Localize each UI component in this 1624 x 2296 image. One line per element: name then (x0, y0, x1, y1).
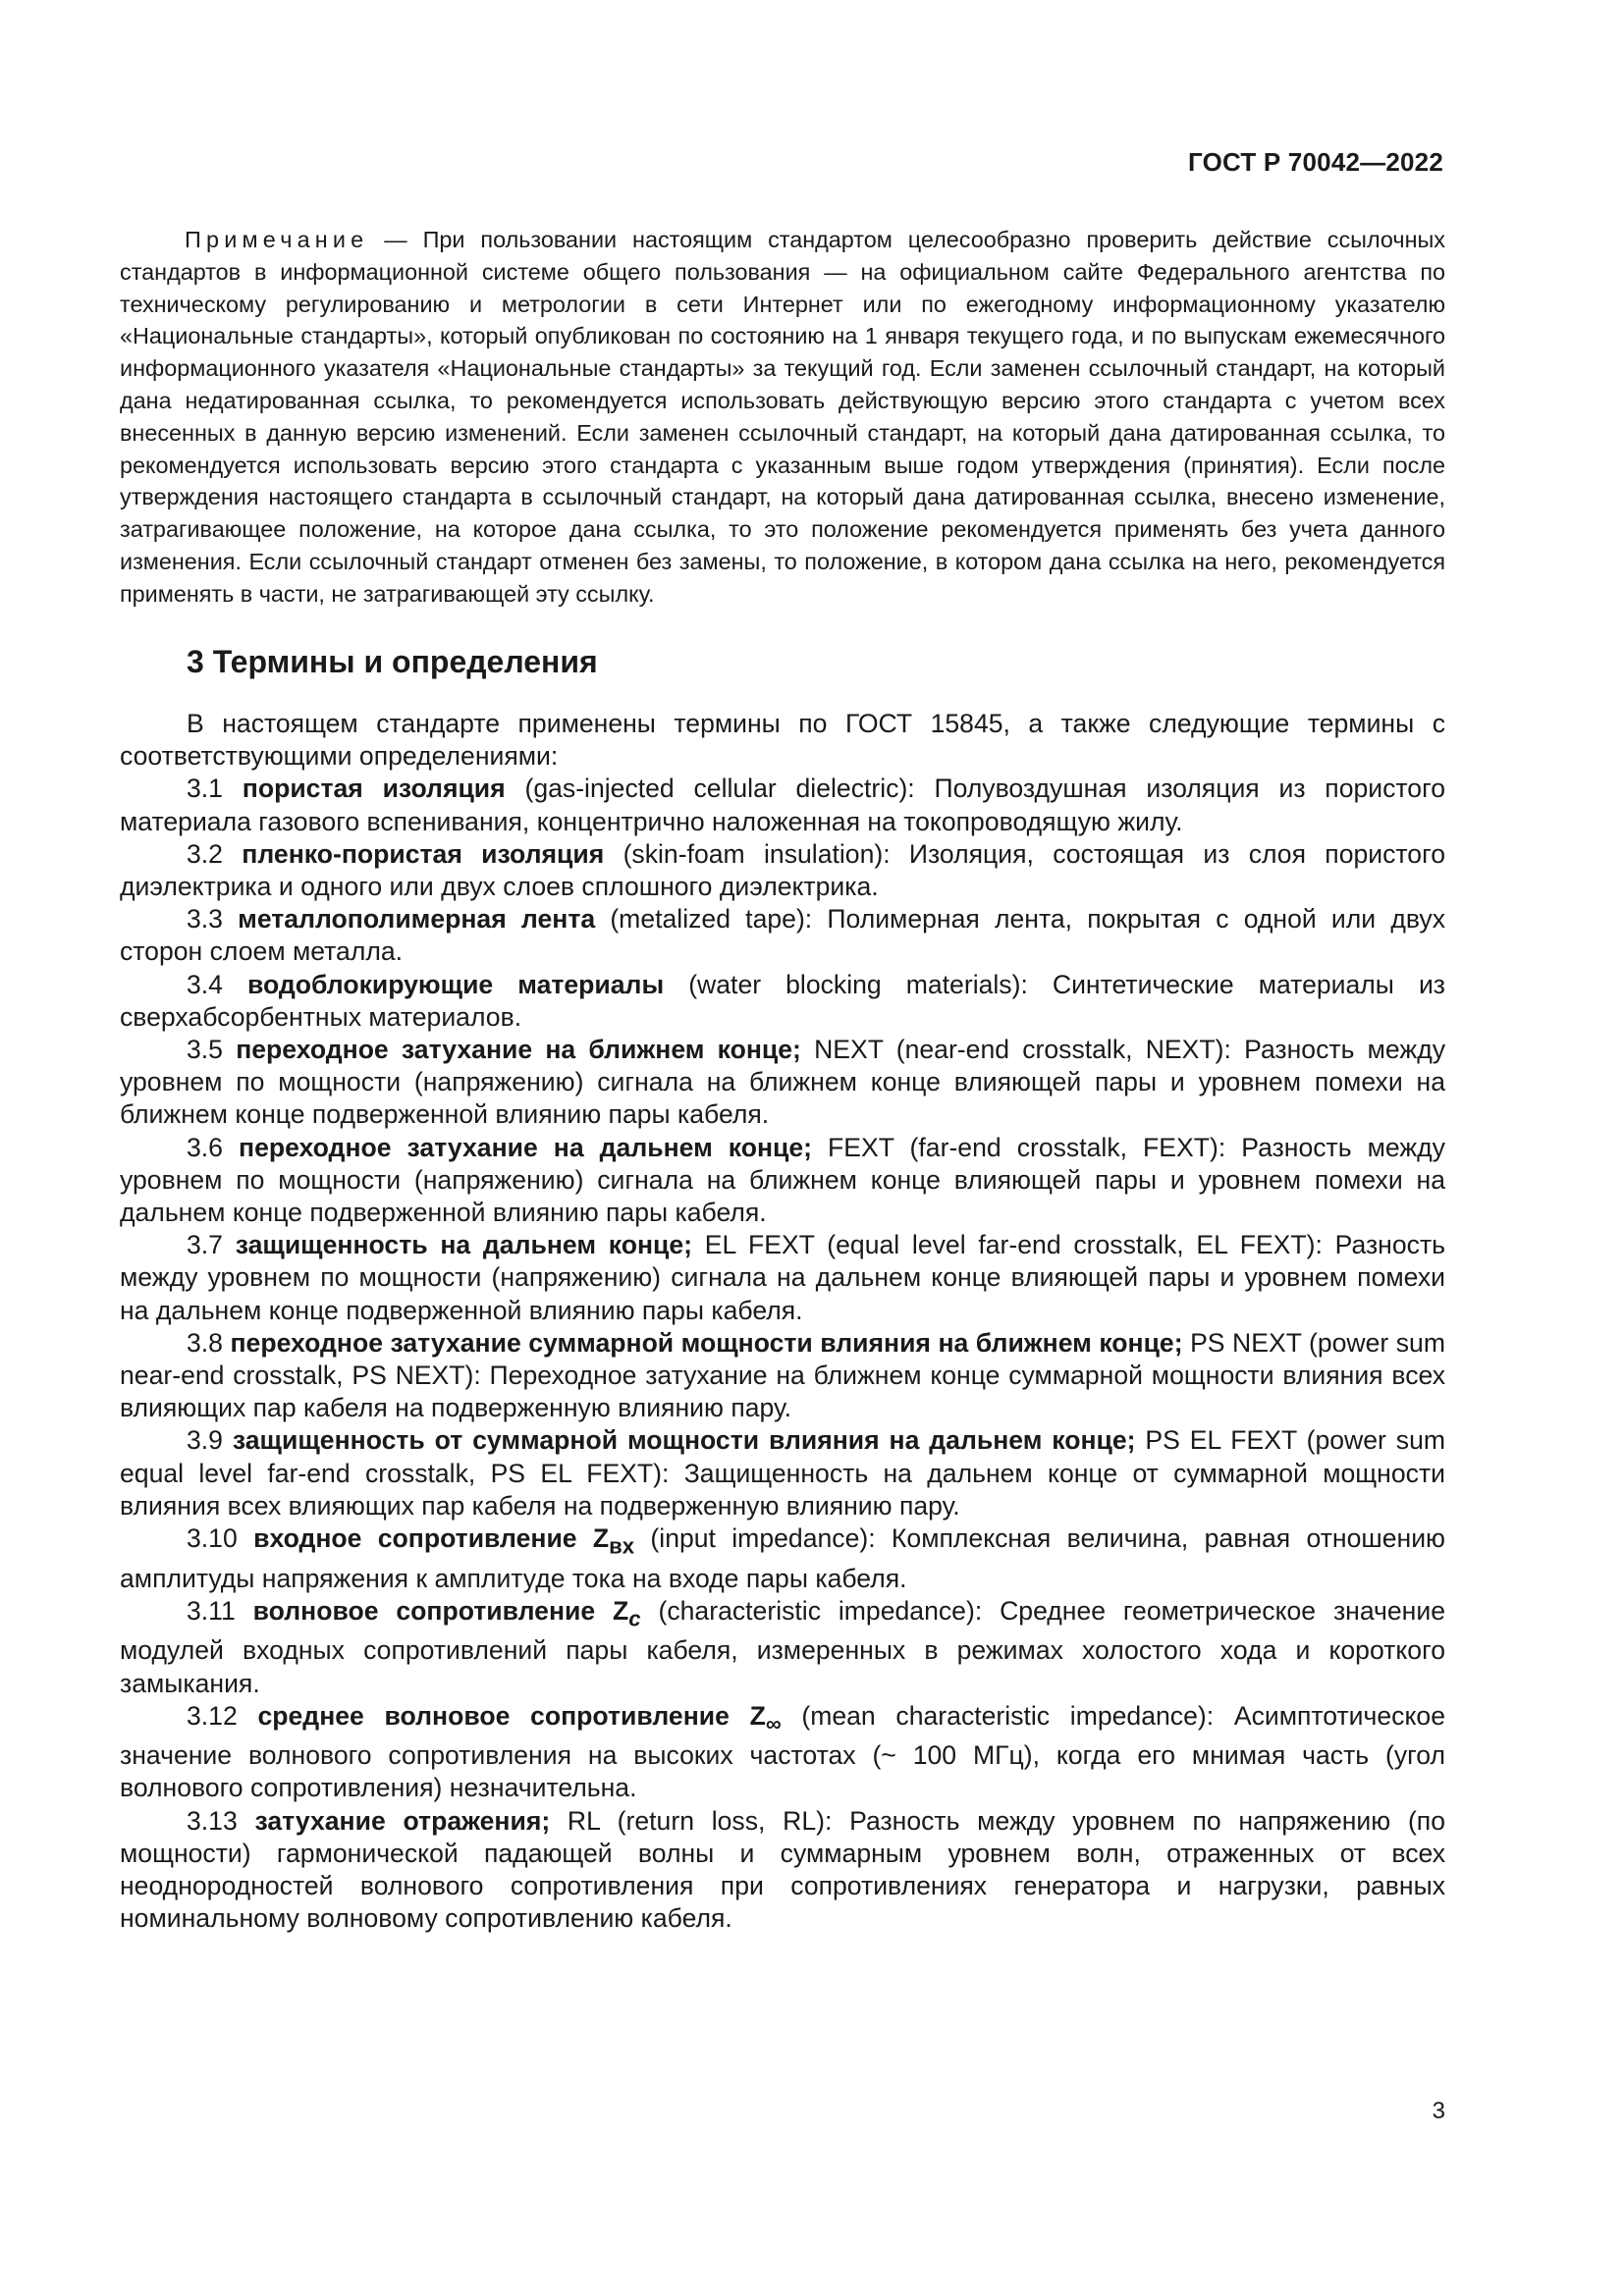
term-number: 3.4 (187, 969, 223, 999)
term-name: переходное затухание на ближнем конце; (236, 1035, 801, 1065)
term-definition: (water blocking materials): Синтетические материалы из сверхабсорбентных материалов. (120, 969, 1445, 1032)
term-subscript: c (628, 1606, 641, 1631)
term-name: переходное затухание на дальнем конце; (239, 1132, 813, 1162)
term-number: 3.10 (187, 1523, 238, 1554)
term-name (257, 1700, 782, 1736)
term-number: 3.6 (187, 1132, 223, 1162)
term-definition: FEXT (far-end crosstalk, FEXT): Разность между уровнем по мощности (напряжению) сигнала на ближнем конце влияющей пары и уровнем помехи на дальнем конце подверженной влиянию пары кабеля. (120, 1132, 1445, 1228)
term-name: затухание отражения; (254, 1805, 551, 1836)
term-3-11 (120, 1595, 1445, 1700)
term-number: 3.13 (187, 1805, 238, 1836)
term-name: защищенность на дальнем конце; (235, 1230, 693, 1260)
term-3-2 (120, 838, 1445, 903)
term-number: 3.7 (187, 1230, 223, 1260)
section-title: 3 Термины и определения (187, 644, 598, 679)
term-subscript: ∞ (765, 1711, 782, 1736)
term-name: металлополимерная лента (238, 904, 596, 934)
term-definition: (gas-injected cellular dielectric): Полувоздушная изоляция из пористого материала газового вспенивания, концентрично наложенная на токопроводящую жилу. (120, 774, 1446, 836)
term-definition: RL (return loss, RL): Разность между уровнем по напряжению (по мощности) гармонической падающей волны и суммарным уровнем волн, отраженных от всех неоднородностей волнового сопротивления при сопротивлениях генератора и нагрузки, равных номинальному волновому сопротивлению кабеля. (120, 1805, 1445, 1934)
term-name: защищенность от суммарной мощности влияния на дальнем конце; (232, 1425, 1136, 1456)
term-number: 3.9 (187, 1425, 223, 1456)
term-3-10 (120, 1522, 1445, 1595)
term-3-13 (120, 1805, 1445, 1936)
term-definition: PS EL FEXT (power sum equal level far-end crosstalk, PS EL FEXT): Защищенность на дальнем конце от суммарной мощности влияния всех влияющих пар кабеля на подверженную влиянию пару. (120, 1425, 1446, 1521)
term-definition: PS NEXT (power sum near-end crosstalk, PS NEXT): Переходное затухание на ближнем конце суммарной мощности влияния всех влияющих пар кабеля на подверженную влиянию пару. (120, 1327, 1445, 1423)
terms-list (120, 708, 1445, 1935)
term-3-1 (120, 773, 1445, 837)
term-number: 3.11 (187, 1595, 236, 1626)
note-text: — При пользовании настоящим стандартом целесообразно проверить действие ссылочных стандартов в информационной системе общего пользования — на официальном сайте Федерального агентства по техническому регулированию и метрологии в сети Интернет или по ежегодному информационному указателю «Национальные стандарты», который опубликован по состоянию на 1 января текущего года, и по выпускам ежемесячного информационного указателя «Национальные стандарты» за текущий год. Если заменен ссылочный стандарт, на который дана недатированная ссылка, то рекомендуется использовать действующую версию этого стандарта с учетом всех внесенных в данную версию изменений. Если заменен ссылочный стандарт, на который дана датированная ссылка, то рекомендуется использовать версию этого стандарта с указанным выше годом утверждения (принятия). Если после утверждения настоящего стандарта в ссылочный стандарт, на который дана датированная ссылка, внесено изменение, затрагивающее положение, на которое дана ссылка, то это положение рекомендуется применять без учета данного изменения. Если ссылочный стандарт отменен без замены, то положение, в котором дана ссылка на него, рекомендуется применять в части, не затрагивающей эту ссылку. (120, 227, 1445, 607)
term-definition: (input impedance): Комплексная величина, равная отношению амплитуды напряжения к амплитуде тока на входе пары кабеля. (120, 1523, 1446, 1593)
term-name-text: входное сопротивление Z (253, 1523, 610, 1554)
term-number: 3.12 (187, 1700, 238, 1731)
term-definition: EL FEXT (equal level far-end crosstalk, EL FEXT): Разность между уровнем по мощности (напряжению) сигнала на дальнем конце влияющей пары и уровнем помехи на дальнем конце подверженной влиянию пары кабеля. (120, 1230, 1445, 1325)
term-number: 3.2 (187, 838, 223, 869)
term-name: переходное затухание суммарной мощности влияния на ближнем конце; (230, 1327, 1183, 1358)
term-name: пленко-пористая изоляция (242, 838, 605, 869)
term-3-7 (120, 1229, 1445, 1327)
term-name-text: среднее волновое сопротивление Z (257, 1700, 766, 1731)
term-name-text: волновое сопротивление Z (252, 1595, 629, 1626)
term-3-9 (120, 1424, 1445, 1522)
term-definition: (skin-foam insulation): Изоляция, состоящая из слоя пористого диэлектрика и одного или двух слоев сплошного диэлектрика. (120, 838, 1446, 902)
section-intro: В настоящем стандарте применены термины по ГОСТ 15845, а также следующие термины с соответствующими определениями: (120, 709, 1445, 772)
term-subscript: вх (609, 1533, 635, 1559)
term-name (252, 1595, 641, 1631)
note-paragraph (120, 224, 1445, 611)
term-definition: NEXT (near-end crosstalk, NEXT): Разность между уровнем по мощности (напряжению) сигнала на ближнем конце влияющей пары и уровнем помехи на ближнем конце подверженной влиянию пары кабеля. (120, 1035, 1446, 1130)
term-name: водоблокирующие материалы (247, 969, 665, 999)
term-number: 3.3 (187, 904, 223, 934)
note-label: Примечание (185, 227, 369, 252)
term-3-12 (120, 1700, 1445, 1805)
document-id-header: ГОСТ Р 70042—2022 (1188, 147, 1443, 177)
term-3-5 (120, 1034, 1445, 1132)
term-3-4 (120, 969, 1445, 1034)
term-number: 3.8 (187, 1327, 223, 1358)
term-definition: (characteristic impedance): Среднее геометрическое значение модулей входных сопротивлений пары кабеля, измеренных в режимах холостого хода и короткого замыкания. (120, 1595, 1446, 1698)
term-definition: (metalized tape): Полимерная лента, покрытая с одной или двух сторон слоем металла. (120, 904, 1445, 967)
term-name: пористая изоляция (242, 774, 506, 804)
term-3-6 (120, 1132, 1445, 1230)
page-number: 3 (1432, 2098, 1445, 2124)
term-3-8 (120, 1327, 1445, 1425)
term-number: 3.1 (187, 774, 223, 804)
term-3-3 (120, 903, 1445, 968)
term-number: 3.5 (187, 1035, 223, 1065)
term-definition: (mean characteristic impedance): Асимптотическое значение волнового сопротивления на высоких частотах (~ 100 МГц), когда его мнимая часть (угол волнового сопротивления) незначительна. (120, 1700, 1445, 1803)
term-name (253, 1523, 635, 1559)
